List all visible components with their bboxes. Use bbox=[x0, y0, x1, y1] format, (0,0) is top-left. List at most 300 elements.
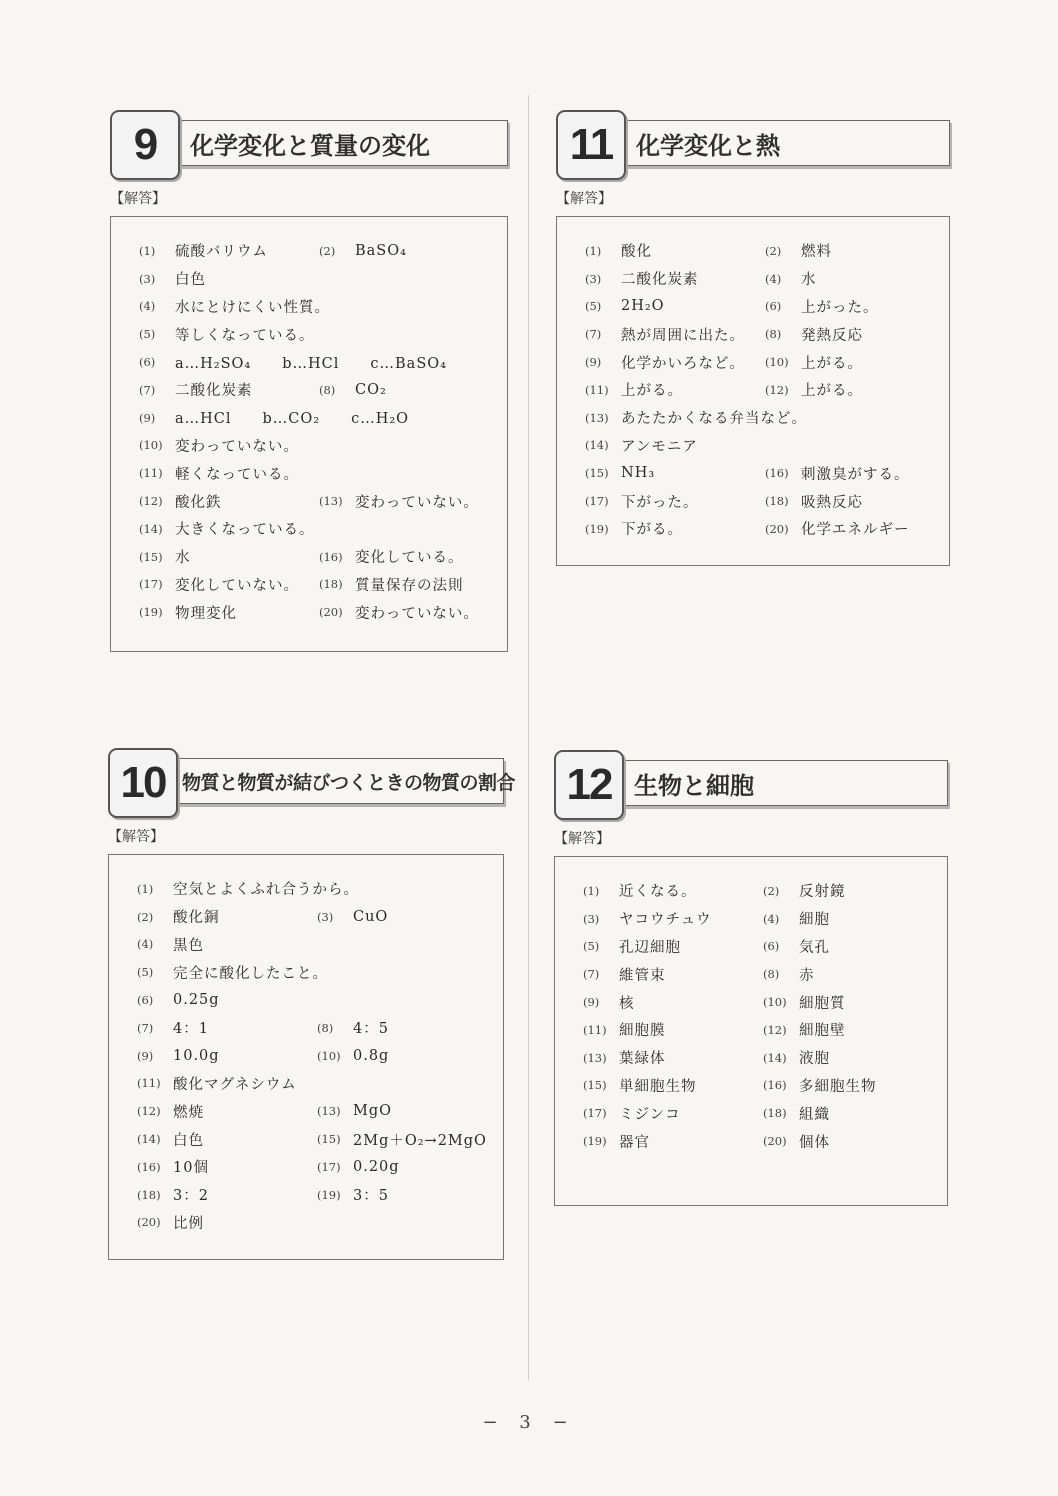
answer-item bbox=[317, 1103, 392, 1119]
answer-row bbox=[585, 487, 939, 515]
question-number: (4) bbox=[763, 911, 780, 926]
answer-row bbox=[585, 293, 939, 321]
question-number: (15) bbox=[317, 1132, 341, 1147]
answer-text: 細胞質 bbox=[799, 995, 846, 1012]
answer-label: 【解答】 bbox=[108, 829, 164, 845]
answer-item bbox=[317, 1017, 389, 1038]
answer-text: 4：5 bbox=[353, 1021, 389, 1038]
answer-item bbox=[583, 880, 763, 901]
answer-text: 組織 bbox=[799, 1106, 830, 1123]
answer-item bbox=[317, 1048, 389, 1064]
answer-text: 反射鏡 bbox=[799, 884, 846, 901]
answer-text: 器官 bbox=[619, 1134, 650, 1151]
answer-item bbox=[765, 463, 910, 484]
answer-item bbox=[137, 906, 317, 927]
answer-item bbox=[319, 546, 464, 567]
answer-text: 上がる。 bbox=[801, 355, 863, 372]
question-number: (7) bbox=[139, 382, 156, 397]
question-number: (16) bbox=[763, 1078, 787, 1093]
question-number: (1) bbox=[583, 883, 600, 898]
question-number: (6) bbox=[763, 939, 780, 954]
answer-label: 【解答】 bbox=[556, 191, 612, 207]
answer-item bbox=[763, 964, 815, 985]
answer-text: 刺激臭がする。 bbox=[801, 466, 910, 483]
answer-text: 葉緑体 bbox=[619, 1051, 666, 1068]
question-number: (13) bbox=[319, 494, 343, 509]
answer-item bbox=[763, 1103, 830, 1124]
question-number: (4) bbox=[137, 937, 154, 952]
section-10 bbox=[108, 748, 516, 1260]
answer-row bbox=[585, 348, 939, 376]
question-number: (17) bbox=[139, 577, 163, 592]
section-number: 11 bbox=[556, 110, 626, 180]
answer-text: 10.0g bbox=[173, 1047, 220, 1064]
question-number: (6) bbox=[765, 299, 782, 314]
answer-item bbox=[139, 240, 319, 261]
question-number: (11) bbox=[137, 1076, 161, 1091]
answer-text: ミジンコ bbox=[619, 1106, 681, 1123]
answer-text: 0.8g bbox=[353, 1047, 390, 1064]
answer-item bbox=[137, 1184, 317, 1205]
question-number: (9) bbox=[583, 995, 600, 1010]
answer-text: 比例 bbox=[173, 1215, 204, 1232]
answer-row bbox=[585, 376, 939, 404]
answer-row bbox=[585, 432, 939, 460]
answer-item bbox=[763, 880, 846, 901]
answer-text: 変わっていない。 bbox=[355, 605, 479, 622]
answer-text: 燃料 bbox=[801, 244, 832, 261]
answer-row bbox=[139, 543, 497, 571]
answer-text: 赤 bbox=[799, 967, 815, 984]
question-number: (8) bbox=[319, 382, 336, 397]
answer-text: 水 bbox=[801, 272, 817, 289]
answer-text: 変化していない。 bbox=[175, 577, 299, 594]
answer-item bbox=[139, 268, 206, 289]
answer-row bbox=[139, 515, 497, 543]
question-number: (2) bbox=[765, 243, 782, 258]
answer-label: 【解答】 bbox=[110, 191, 166, 207]
answer-item bbox=[763, 1019, 846, 1040]
answer-text: 空気とよくふれ合うから。 bbox=[173, 882, 359, 899]
question-number: (7) bbox=[585, 327, 602, 342]
answer-row bbox=[585, 320, 939, 348]
question-number: (16) bbox=[765, 466, 789, 481]
answer-text: 3：2 bbox=[173, 1188, 209, 1205]
answer-text: 完全に酸化したこと。 bbox=[173, 965, 328, 982]
question-number: (7) bbox=[583, 967, 600, 982]
answer-text: MgO bbox=[353, 1103, 393, 1120]
answer-text: 近くなる。 bbox=[619, 884, 697, 901]
answer-item bbox=[765, 268, 817, 289]
question-number: (3) bbox=[585, 271, 602, 286]
question-number: (6) bbox=[139, 355, 156, 370]
answer-item bbox=[139, 518, 315, 539]
answer-item bbox=[317, 1159, 400, 1175]
answer-row bbox=[137, 1125, 493, 1153]
question-number: (4) bbox=[139, 299, 156, 314]
answer-item bbox=[139, 546, 319, 567]
answer-text: 気孔 bbox=[799, 939, 830, 956]
answer-item bbox=[137, 1048, 317, 1064]
answer-text: 吸熱反応 bbox=[801, 494, 863, 511]
answer-text: 10個 bbox=[173, 1160, 209, 1177]
question-number: (18) bbox=[319, 577, 343, 592]
question-number: (13) bbox=[585, 410, 609, 425]
answer-row bbox=[137, 903, 493, 931]
question-number: (5) bbox=[583, 939, 600, 954]
answer-item bbox=[319, 602, 479, 623]
question-number: (15) bbox=[583, 1078, 607, 1093]
answer-item bbox=[763, 992, 846, 1013]
question-number: (13) bbox=[317, 1104, 341, 1119]
question-number: (4) bbox=[765, 271, 782, 286]
question-number: (14) bbox=[139, 521, 163, 536]
answer-item bbox=[763, 936, 830, 957]
question-number: (5) bbox=[137, 965, 154, 980]
question-number: (11) bbox=[139, 466, 163, 481]
answer-item bbox=[763, 908, 830, 929]
answer-item bbox=[585, 298, 765, 314]
answer-box bbox=[110, 216, 508, 652]
section-number: 10 bbox=[108, 748, 178, 818]
answer-item bbox=[139, 352, 447, 373]
answer-item bbox=[139, 574, 319, 595]
answer-row bbox=[139, 432, 497, 460]
question-number: (5) bbox=[585, 299, 602, 314]
answer-text: 白色 bbox=[173, 1132, 204, 1149]
answer-row bbox=[585, 515, 939, 543]
answer-text: 二酸化炭素 bbox=[621, 272, 699, 289]
question-number: (8) bbox=[763, 967, 780, 982]
answer-text: a…HCl b…CO₂ c…H₂O bbox=[175, 411, 410, 428]
answer-text: 0.20g bbox=[353, 1158, 400, 1175]
answer-item bbox=[139, 324, 315, 345]
question-number: (20) bbox=[319, 605, 343, 620]
question-number: (19) bbox=[139, 605, 163, 620]
answer-row bbox=[583, 933, 937, 961]
question-number: (12) bbox=[137, 1104, 161, 1119]
answer-text: 硫酸バリウム bbox=[175, 244, 268, 261]
question-number: (16) bbox=[319, 549, 343, 564]
question-number: (10) bbox=[317, 1048, 341, 1063]
answer-text: 核 bbox=[619, 995, 635, 1012]
answer-item bbox=[765, 518, 910, 539]
section-header bbox=[554, 750, 948, 820]
answer-item bbox=[137, 1129, 317, 1150]
answer-item bbox=[139, 407, 409, 428]
answer-text: ヤコウチュウ bbox=[619, 912, 712, 929]
question-number: (20) bbox=[765, 521, 789, 536]
question-number: (17) bbox=[317, 1159, 341, 1174]
answer-row bbox=[137, 931, 493, 959]
answer-row bbox=[137, 1070, 493, 1098]
question-number: (2) bbox=[319, 243, 336, 258]
answer-item bbox=[139, 435, 299, 456]
question-number: (14) bbox=[585, 438, 609, 453]
section-11 bbox=[556, 110, 950, 566]
answer-row bbox=[137, 1042, 493, 1070]
answer-text: 細胞膜 bbox=[619, 1023, 666, 1040]
answer-item bbox=[763, 1047, 830, 1068]
question-number: (2) bbox=[763, 883, 780, 898]
answer-text: 上がる。 bbox=[801, 383, 863, 400]
answer-text: 多細胞生物 bbox=[799, 1078, 877, 1095]
answer-text: 水にとけにくい性質。 bbox=[175, 299, 330, 316]
answer-text: あたたかくなる弁当など。 bbox=[621, 411, 807, 428]
answer-item bbox=[583, 936, 763, 957]
answer-row bbox=[137, 1153, 493, 1181]
answer-row bbox=[139, 571, 497, 599]
answer-item bbox=[583, 1019, 763, 1040]
question-number: (1) bbox=[585, 243, 602, 258]
answer-row bbox=[583, 877, 937, 905]
answer-text: NH₃ bbox=[621, 465, 656, 482]
answer-text: 細胞 bbox=[799, 912, 830, 929]
answer-text: 下がる。 bbox=[621, 522, 683, 539]
answer-item bbox=[765, 324, 863, 345]
answer-item bbox=[583, 908, 763, 929]
answer-item bbox=[137, 1101, 317, 1122]
question-number: (9) bbox=[585, 355, 602, 370]
answer-item bbox=[137, 992, 220, 1008]
answer-item bbox=[583, 1131, 763, 1152]
section-number: 9 bbox=[110, 110, 180, 180]
section-title: 化学変化と質量の変化 bbox=[170, 120, 508, 166]
question-number: (7) bbox=[137, 1020, 154, 1035]
answer-item bbox=[585, 324, 765, 345]
answer-text: 維管束 bbox=[619, 967, 666, 984]
question-number: (18) bbox=[765, 494, 789, 509]
answer-box bbox=[556, 216, 950, 566]
question-number: (3) bbox=[139, 271, 156, 286]
question-number: (10) bbox=[765, 355, 789, 370]
answer-text: 下がった。 bbox=[621, 494, 699, 511]
answer-row bbox=[583, 1099, 937, 1127]
question-number: (19) bbox=[317, 1187, 341, 1202]
answer-item bbox=[585, 407, 807, 428]
question-number: (17) bbox=[583, 1106, 607, 1121]
answer-item bbox=[585, 465, 765, 481]
answer-row bbox=[137, 1181, 493, 1209]
answer-text: 2Mg＋O₂→2MgO bbox=[353, 1132, 487, 1149]
answer-item bbox=[139, 491, 319, 512]
answer-row bbox=[583, 1044, 937, 1072]
question-number: (8) bbox=[317, 1020, 334, 1035]
answer-row bbox=[137, 1097, 493, 1125]
answer-text: 物理変化 bbox=[175, 605, 237, 622]
answer-text: 化学かいろなど。 bbox=[621, 355, 745, 372]
answer-item bbox=[583, 1103, 763, 1124]
answer-item bbox=[765, 491, 863, 512]
answer-row bbox=[139, 459, 497, 487]
answer-text: 個体 bbox=[799, 1134, 830, 1151]
question-number: (13) bbox=[583, 1050, 607, 1065]
answer-item bbox=[585, 435, 698, 456]
answer-item bbox=[317, 1184, 389, 1205]
answer-row bbox=[139, 487, 497, 515]
question-number: (3) bbox=[317, 909, 334, 924]
question-number: (17) bbox=[585, 494, 609, 509]
answer-item bbox=[585, 352, 765, 373]
question-number: (14) bbox=[137, 1132, 161, 1147]
question-number: (12) bbox=[763, 1022, 787, 1037]
answer-item bbox=[585, 268, 765, 289]
question-number: (15) bbox=[585, 466, 609, 481]
answer-text: 軽くなっている。 bbox=[175, 466, 299, 483]
answer-row bbox=[583, 905, 937, 933]
answer-text: 酸化マグネシウム bbox=[173, 1076, 297, 1093]
answer-text: 二酸化炭素 bbox=[175, 383, 253, 400]
answer-item bbox=[765, 352, 863, 373]
answer-item bbox=[137, 878, 359, 899]
answer-item bbox=[139, 379, 319, 400]
answer-item bbox=[585, 240, 765, 261]
answer-item bbox=[765, 240, 832, 261]
answer-text: 熱が周囲に出た。 bbox=[621, 327, 745, 344]
answer-item bbox=[317, 1129, 487, 1150]
question-number: (18) bbox=[137, 1187, 161, 1202]
section-title: 化学変化と熱 bbox=[616, 120, 950, 166]
question-number: (12) bbox=[765, 382, 789, 397]
answer-text: 質量保存の法則 bbox=[355, 577, 464, 594]
question-number: (16) bbox=[137, 1159, 161, 1174]
answer-item bbox=[583, 1075, 763, 1096]
answer-item bbox=[319, 574, 464, 595]
answer-item bbox=[139, 296, 330, 317]
question-number: (9) bbox=[137, 1048, 154, 1063]
answer-row bbox=[585, 265, 939, 293]
question-number: (1) bbox=[139, 243, 156, 258]
answer-text: CuO bbox=[353, 908, 389, 925]
answer-text: 3：5 bbox=[353, 1188, 389, 1205]
answer-item bbox=[583, 964, 763, 985]
answer-text: a…H₂SO₄ b…HCl c…BaSO₄ bbox=[175, 355, 447, 372]
answer-row bbox=[139, 320, 497, 348]
answer-item bbox=[585, 379, 765, 400]
answer-text: 0.25g bbox=[173, 992, 220, 1009]
answer-text: 酸化鉄 bbox=[175, 494, 222, 511]
question-number: (9) bbox=[139, 410, 156, 425]
answer-text: 燃焼 bbox=[173, 1104, 204, 1121]
answer-item bbox=[319, 243, 407, 259]
answer-row bbox=[583, 1072, 937, 1100]
answer-row bbox=[585, 237, 939, 265]
question-number: (11) bbox=[583, 1022, 607, 1037]
answer-item bbox=[137, 1212, 204, 1233]
answer-row bbox=[585, 404, 939, 432]
answer-text: 化学エネルギー bbox=[801, 522, 910, 539]
answer-text: 4：1 bbox=[173, 1021, 209, 1038]
section-header bbox=[108, 748, 516, 818]
answer-box bbox=[108, 854, 504, 1260]
section-header bbox=[110, 110, 508, 180]
section-9 bbox=[110, 110, 508, 652]
question-number: (8) bbox=[765, 327, 782, 342]
answer-row bbox=[137, 1014, 493, 1042]
answer-item bbox=[137, 1017, 317, 1038]
answer-row bbox=[583, 960, 937, 988]
answer-row bbox=[585, 459, 939, 487]
answer-item bbox=[583, 1047, 763, 1068]
answer-text: CO₂ bbox=[355, 381, 387, 398]
answer-item bbox=[139, 463, 299, 484]
answer-text: 孔辺細胞 bbox=[619, 939, 681, 956]
section-title: 生物と細胞 bbox=[614, 760, 948, 806]
answer-text: 上がる。 bbox=[621, 383, 683, 400]
answer-row bbox=[583, 1016, 937, 1044]
answer-item bbox=[137, 934, 204, 955]
answer-text: 等しくなっている。 bbox=[175, 327, 315, 344]
answer-text: 発熱反応 bbox=[801, 327, 863, 344]
answer-item bbox=[763, 1075, 877, 1096]
question-number: (10) bbox=[139, 438, 163, 453]
answer-item bbox=[765, 379, 863, 400]
answer-text: 液胞 bbox=[799, 1051, 830, 1068]
answer-box bbox=[554, 856, 948, 1206]
answer-text: 大きくなっている。 bbox=[175, 522, 315, 539]
section-header bbox=[556, 110, 950, 180]
answer-item bbox=[319, 491, 479, 512]
answer-text: 細胞壁 bbox=[799, 1023, 846, 1040]
answer-item bbox=[763, 1131, 830, 1152]
question-number: (19) bbox=[585, 521, 609, 536]
answer-item bbox=[585, 491, 765, 512]
question-number: (6) bbox=[137, 993, 154, 1008]
answer-text: 2H₂O bbox=[621, 298, 665, 315]
answer-item bbox=[317, 909, 388, 925]
answer-row bbox=[137, 1209, 493, 1237]
answer-text: 変わっていない。 bbox=[355, 494, 479, 511]
question-number: (15) bbox=[139, 549, 163, 564]
answer-label: 【解答】 bbox=[554, 831, 610, 847]
answer-text: 水 bbox=[175, 550, 191, 567]
question-number: (10) bbox=[763, 995, 787, 1010]
page-number: − 3 − bbox=[482, 1412, 576, 1433]
question-number: (11) bbox=[585, 382, 609, 397]
question-number: (12) bbox=[139, 494, 163, 509]
answer-item bbox=[765, 296, 879, 317]
answer-item bbox=[585, 518, 765, 539]
answer-text: 白色 bbox=[175, 272, 206, 289]
answer-item bbox=[139, 602, 319, 623]
question-number: (5) bbox=[139, 327, 156, 342]
answer-row bbox=[139, 598, 497, 626]
answer-item bbox=[137, 1156, 317, 1177]
question-number: (19) bbox=[583, 1134, 607, 1149]
question-number: (1) bbox=[137, 881, 154, 896]
answer-item bbox=[583, 992, 763, 1013]
answer-text: 酸化 bbox=[621, 244, 652, 261]
answer-row bbox=[139, 376, 497, 404]
answer-text: アンモニア bbox=[621, 438, 698, 455]
section-title: 物質と物質が結びつくときの物質の割合 bbox=[168, 758, 504, 804]
section-number: 12 bbox=[554, 750, 624, 820]
answer-row bbox=[139, 293, 497, 321]
section-12 bbox=[554, 750, 948, 1206]
question-number: (20) bbox=[137, 1215, 161, 1230]
answer-text: 上がった。 bbox=[801, 299, 879, 316]
question-number: (14) bbox=[763, 1050, 787, 1065]
answer-text: 黒色 bbox=[173, 937, 204, 954]
question-number: (18) bbox=[763, 1106, 787, 1121]
question-number: (20) bbox=[763, 1134, 787, 1149]
answer-item bbox=[137, 962, 328, 983]
answer-text: 変わっていない。 bbox=[175, 438, 299, 455]
answer-row bbox=[137, 986, 493, 1014]
answer-row bbox=[139, 265, 497, 293]
answer-row bbox=[139, 237, 497, 265]
answer-row bbox=[583, 988, 937, 1016]
